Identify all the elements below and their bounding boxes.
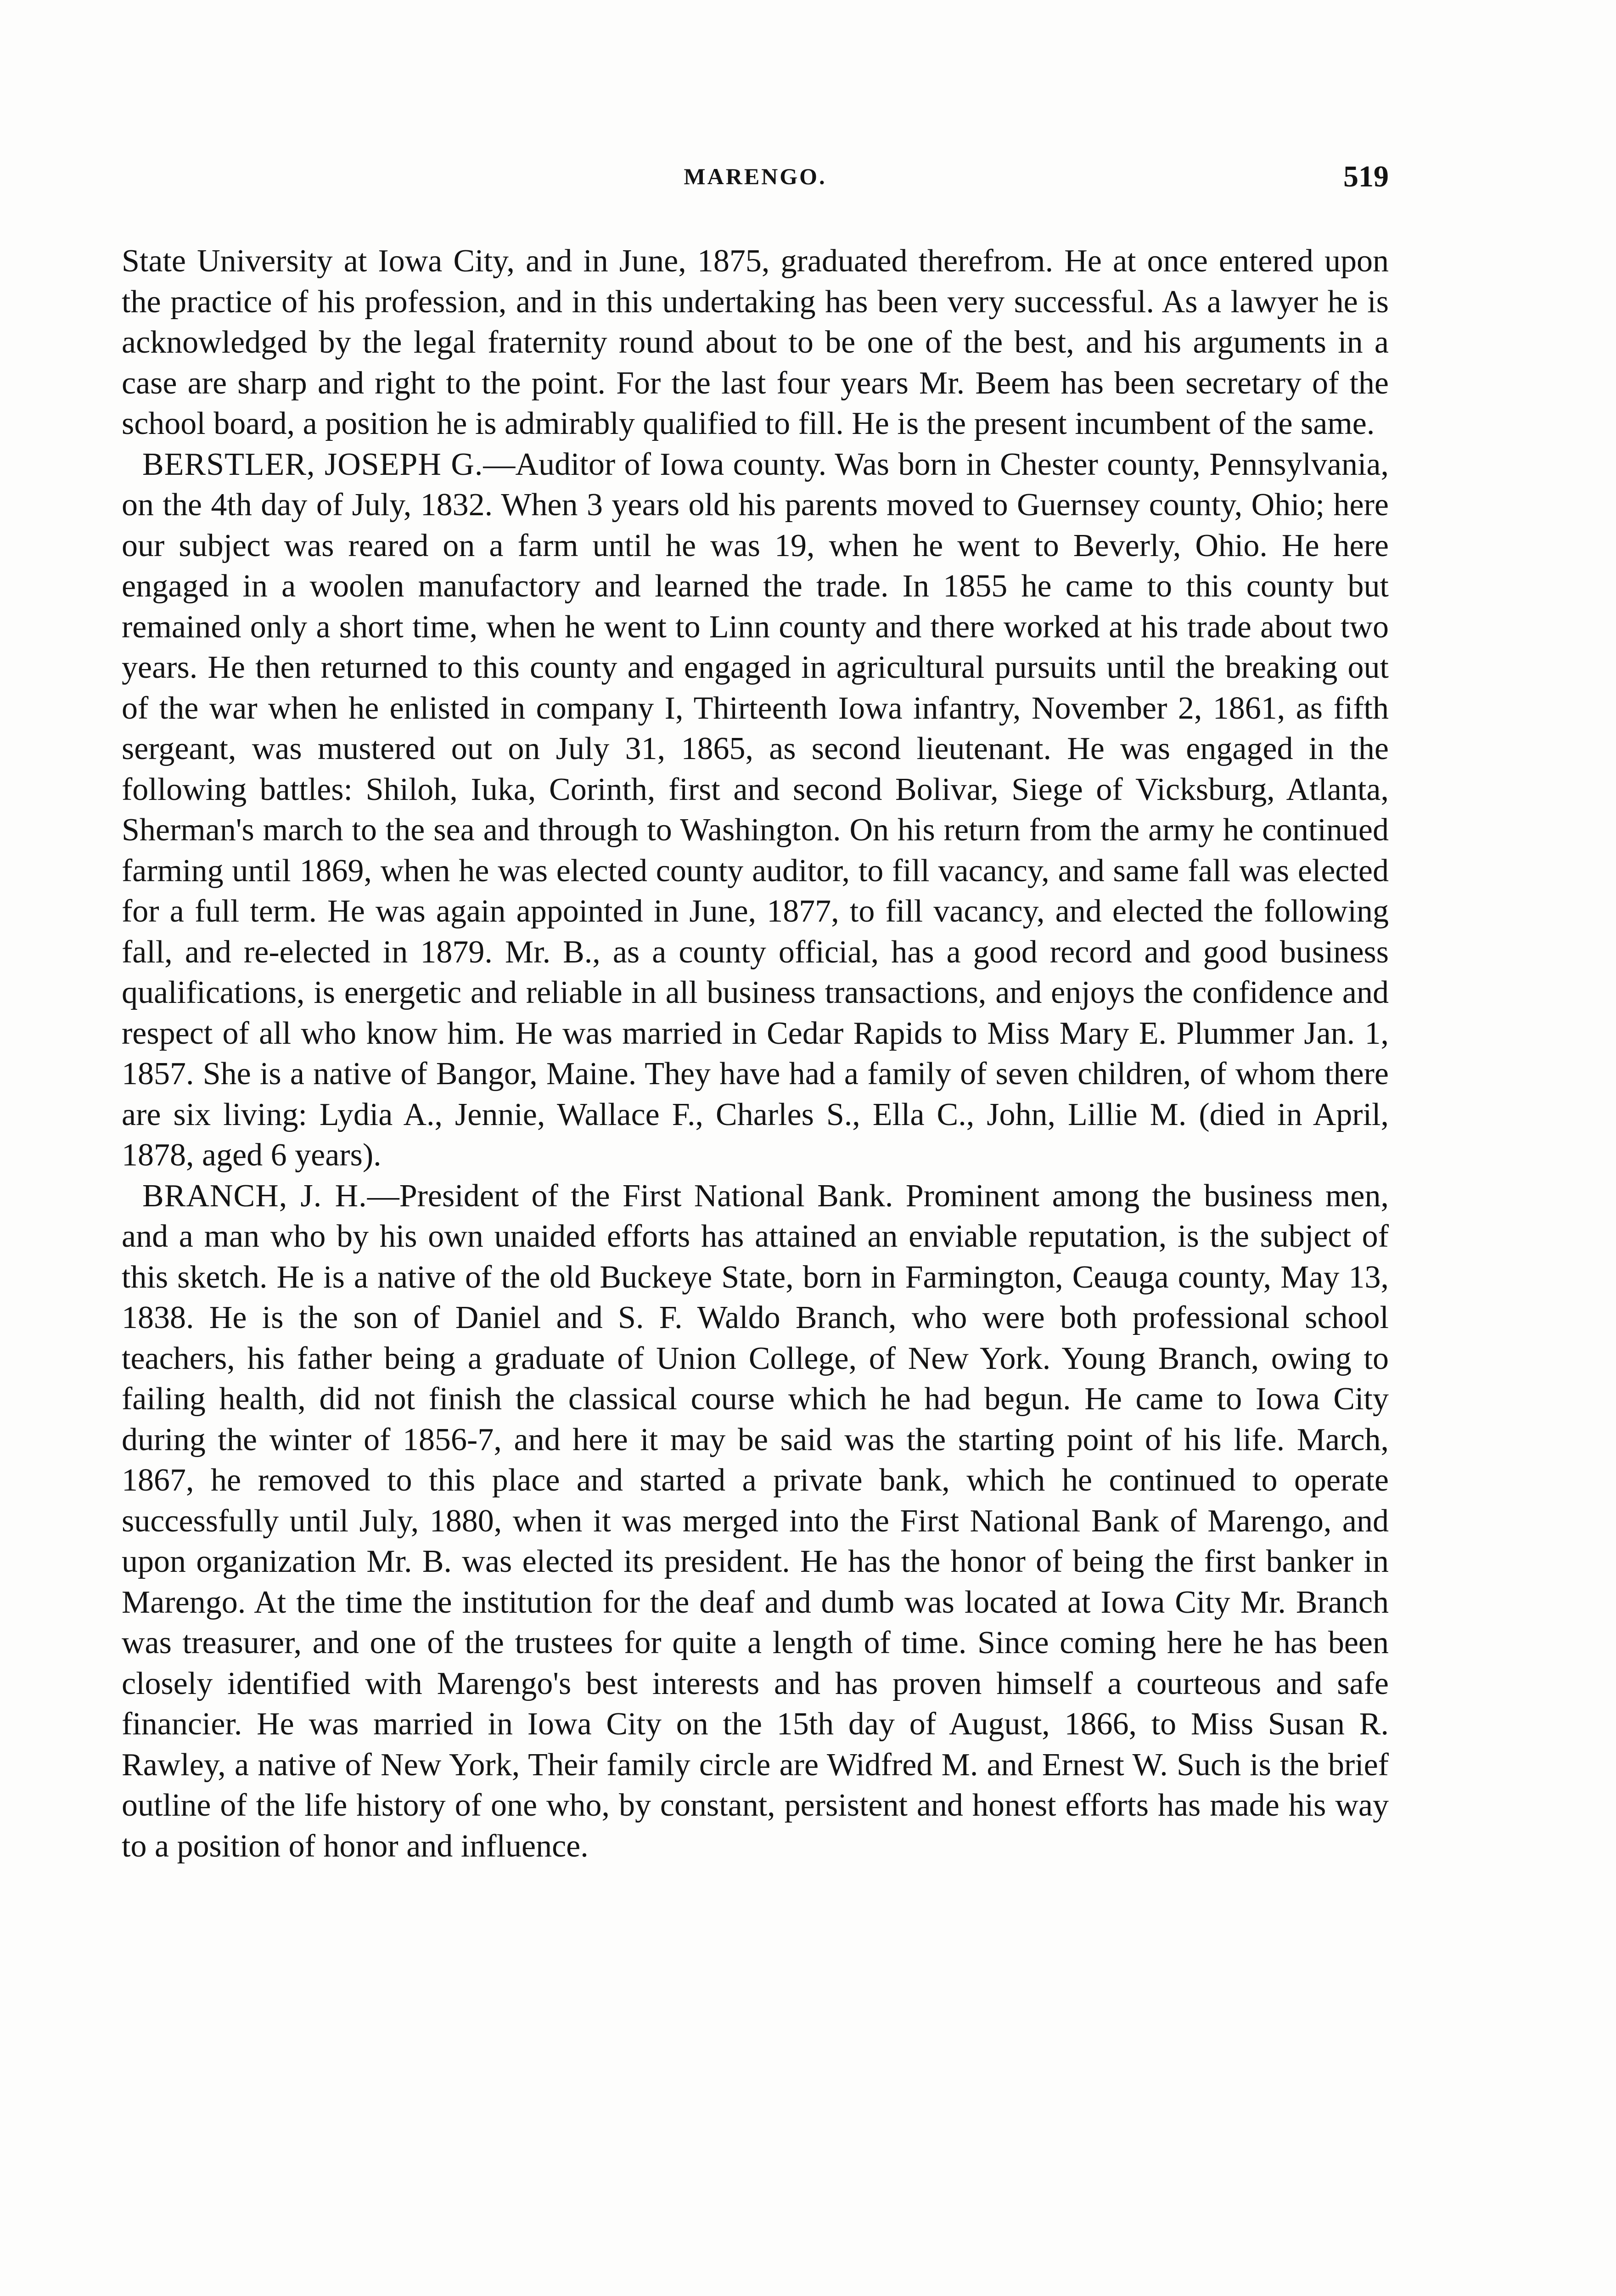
biography-text: —Auditor of Iowa county. Was born in Chester county, Pennsylvania, on the 4th day of July, 1832. When 3 years old his parents moved to Guernsey county, Ohio; here our subject was reared on a farm until he was 19, when he went to Beverly, Ohio. He here engaged in a woolen manufactory and learned the trade. In 1855 he came to this county but remained only a short time, when he went to Linn county and there worked at his trade about two years. He then returned to this county and engaged in agricultural pursuits until the breaking out of the war when he enlisted in company I, Thirteenth Iowa infantry, November 2, 1861, as fifth sergeant, was mustered out on July 31, 1865, as second lieutenant. He was engaged in the following battles: Shiloh, Iuka, Corinth, first and second Bolivar, Siege of Vicksburg, Atlanta, Sherman's march to the sea and through to Washington. On his return from the army he continued farming until 1869, when he was elected county auditor, to fill vacancy, and same fall was elected for a full term. He was again appointed in June, 1877, to fill vacancy, and elected the following fall, and re-elected in 1879. Mr. B., as a county official, has a good record and good business qualifications, is energetic and reliable in all business transactions, and enjoys the confidence and respect of all who know him. He was married in Cedar Rapids to Miss Mary E. Plummer Jan. 1, 1857. She is a native of Bangor, Maine. They have had a family of seven children, of whom there are six living: Lydia A., Jennie, Wallace F., Charles S., Ella C., John, Lillie M. (died in April, 1878, aged 6 years). [122, 446, 1389, 1173]
running-head [122, 160, 1389, 204]
paragraph-text: State University at Iowa City, and in June, 1875, graduated therefrom. He at once entered upon the practice of his profession, and in this undertaking has been very successful. As a lawyer he is acknowledged by the legal fraternity round about to be one of the best, and his arguments in a case are sharp and right to the point. For the last four years Mr. Beem has been secretary of the school board, a position he is admirably qualified to fill. He is the present incumbent of the same. [122, 243, 1389, 441]
body-text [122, 241, 1389, 1867]
biography-berstler [122, 445, 1389, 1176]
biography-branch [122, 1176, 1389, 1867]
paragraph-continuation [122, 241, 1389, 445]
page-number: 519 [1343, 160, 1389, 193]
running-title: MARENGO. [684, 163, 827, 189]
biography-name: BRANCH, J. H. [142, 1178, 367, 1214]
biography-name: BERSTLER, JOSEPH G. [142, 446, 483, 482]
biography-text: —President of the First National Bank. Prominent among the business men, and a man who by his own unaided efforts has attained an enviable reputation, is the subject of this sketch. He is a native of the old Buckeye State, born in Farmington, Ceauga county, May 13, 1838. He is the son of Daniel and S. F. Waldo Branch, who were both professional school teachers, his father being a graduate of Union College, of New York. Young Branch, owing to failing health, did not finish the classical course which he had begun. He came to Iowa City during the winter of 1856-7, and here it may be said was the starting point of his life. March, 1867, he removed to this place and started a private bank, which he continued to operate successfully until July, 1880, when it was merged into the First National Bank of Marengo, and upon organization Mr. B. was elected its president. He has the honor of being the first banker in Marengo. At the time the institution for the deaf and dumb was located at Iowa City Mr. Branch was treasurer, and one of the trustees for quite a length of time. Since coming here he has been closely identified with Marengo's best interests and has proven himself a courteous and safe financier. He was married in Iowa City on the 15th day of August, 1866, to Miss Susan R. Rawley, a native of New York, Their family circle are Widfred M. and Ernest W. Such is the brief outline of the life history of one who, by constant, persistent and honest efforts has made his way to a position of honor and influence. [122, 1178, 1389, 1864]
